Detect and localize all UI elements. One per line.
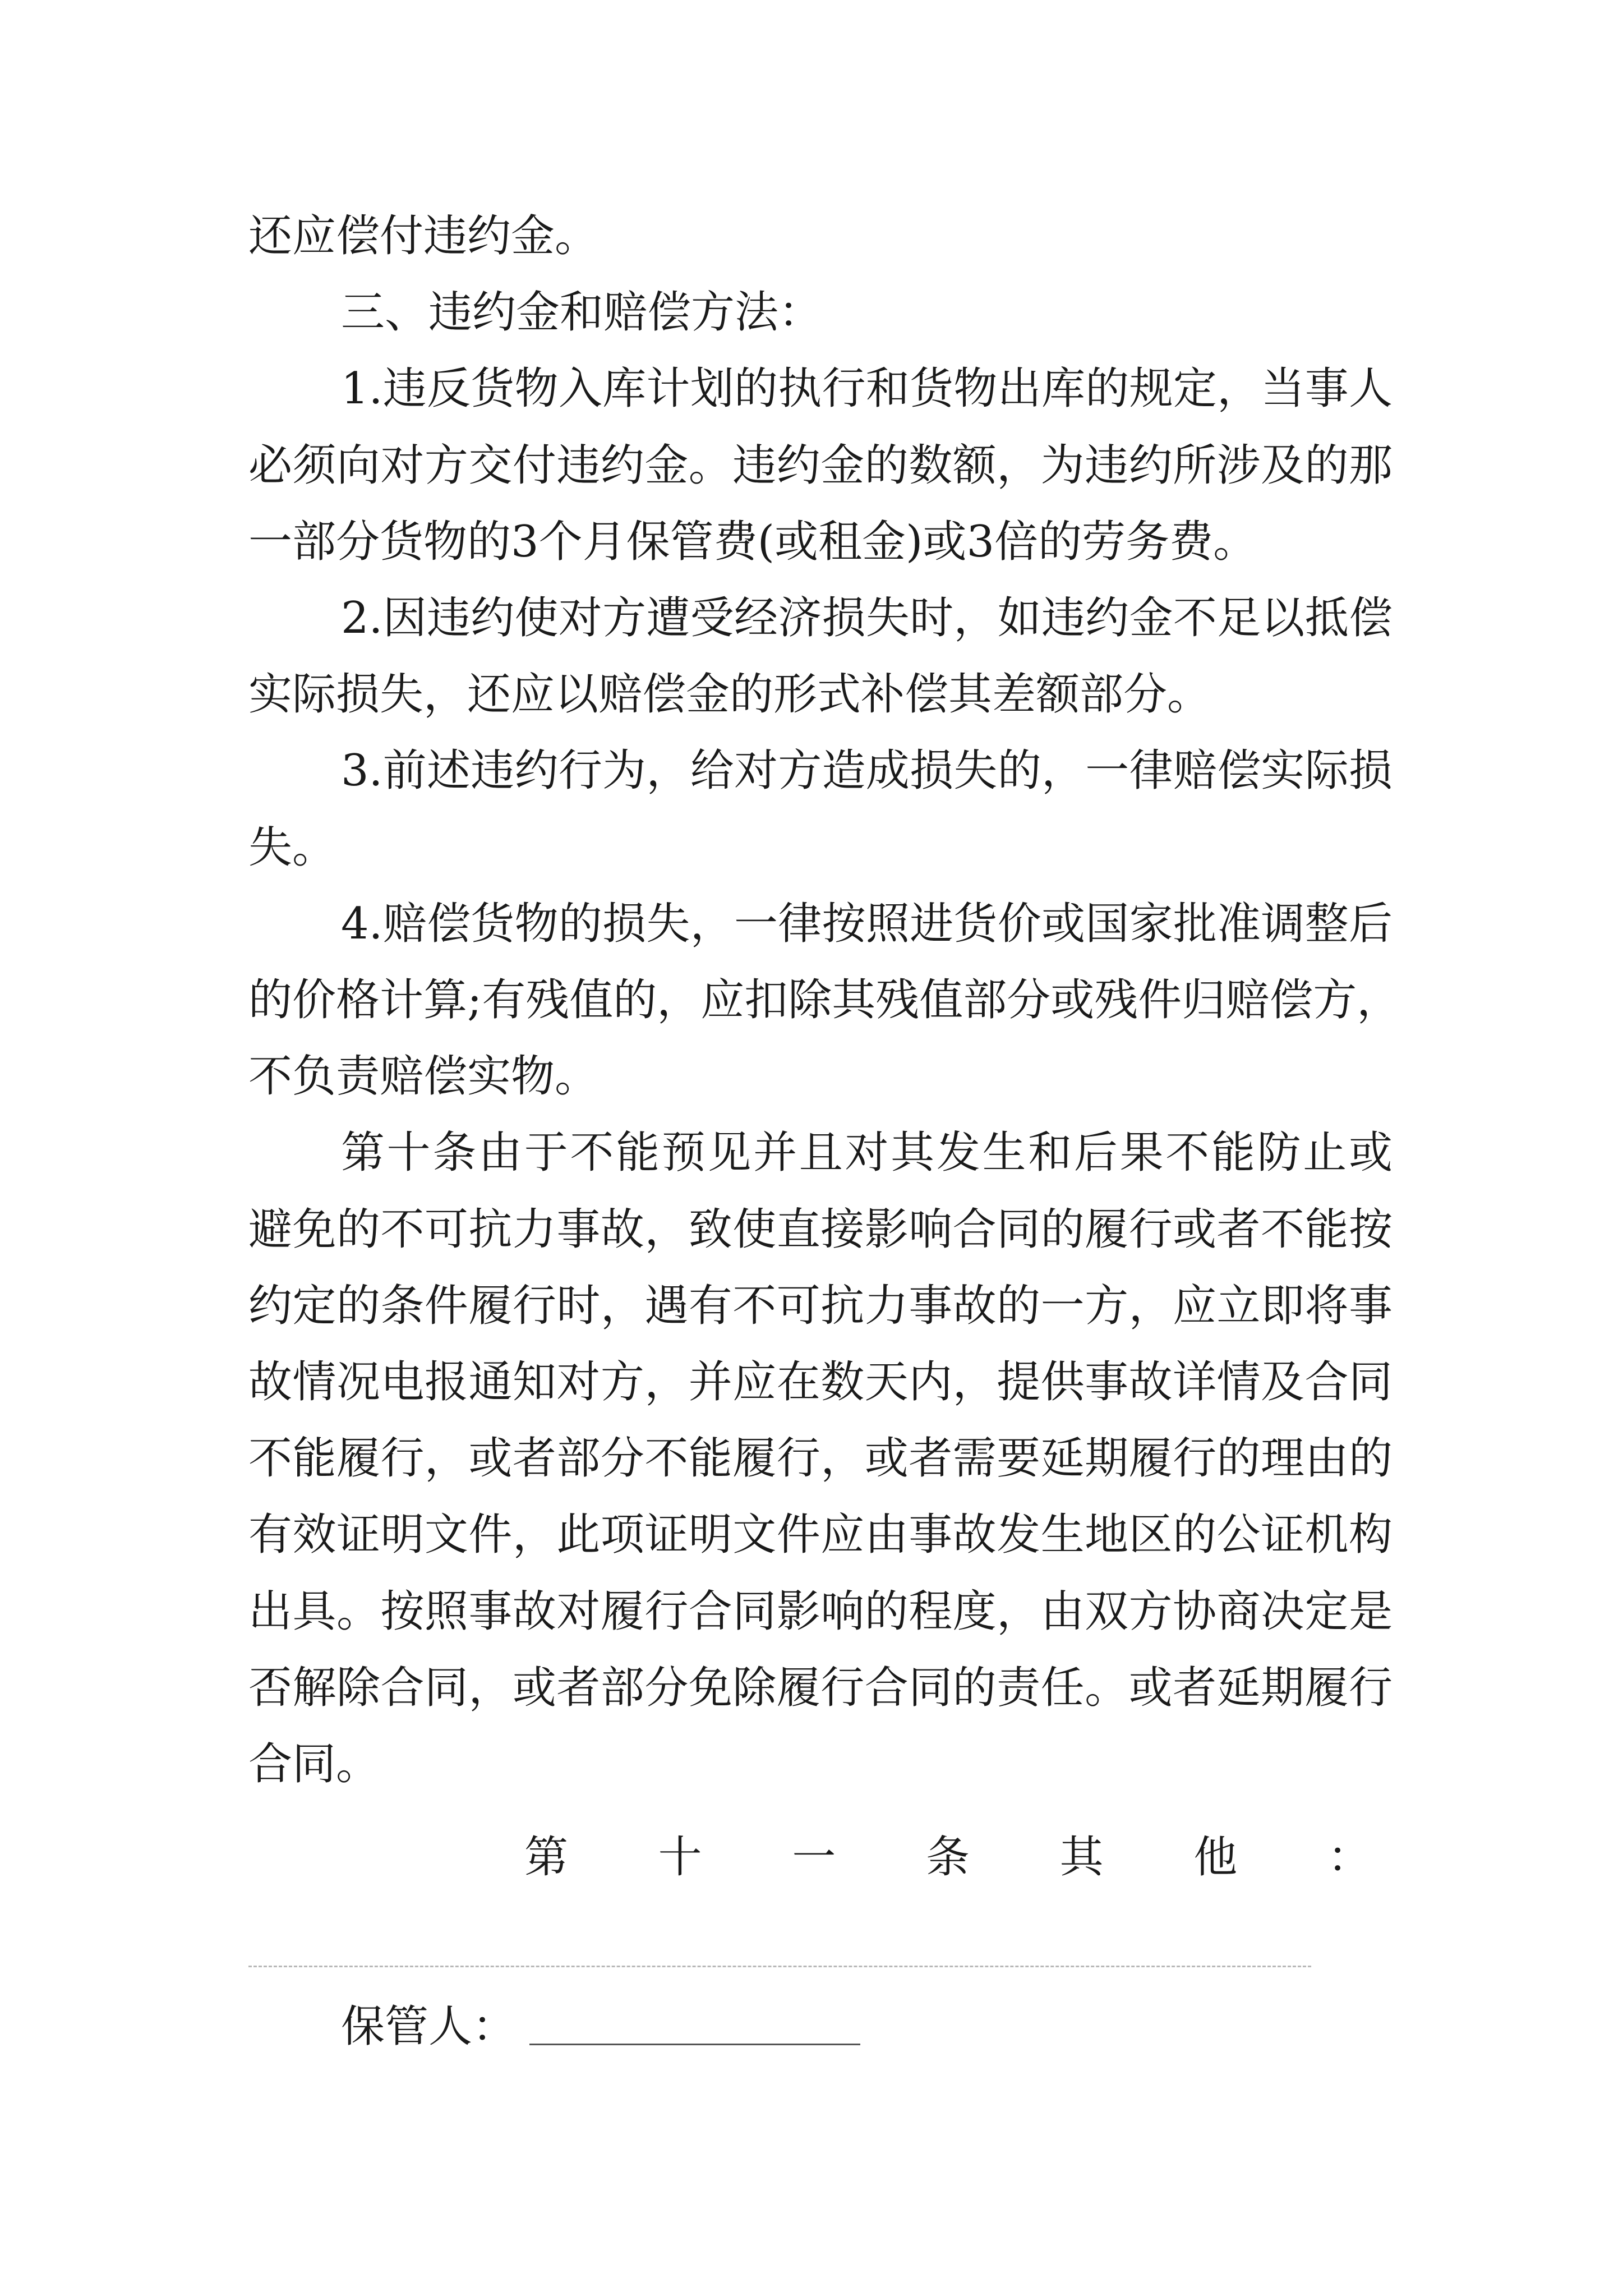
signature-row <box>341 2001 860 2052</box>
divider-line <box>248 1966 1311 1967</box>
custodian-signature-blank <box>529 2043 860 2045</box>
paragraph-line: 出具。按照事故对履行合同影响的程度，由双方协商决定是 <box>248 1586 1393 1637</box>
paragraph-line: 2.因违约使对方遭受经济损失时，如违约金不足以抵偿 <box>341 593 1393 643</box>
paragraph-line: 一部分货物的3个月保管费(或租金)或3倍的劳务费。 <box>248 517 1257 567</box>
article-eleven-char: 第 <box>524 1832 569 1883</box>
article-eleven-char: 其 <box>1059 1832 1104 1883</box>
paragraph-line: 的价格计算;有残值的，应扣除其残值部分或残件归赔偿方， <box>248 975 1401 1025</box>
paragraph-line: 合同。 <box>248 1739 380 1789</box>
article-eleven-char: ： <box>1327 1832 1371 1883</box>
paragraph-line: 必须向对方交付违约金。违约金的数额，为违约所涉及的那 <box>248 440 1393 491</box>
paragraph-line: 避免的不可抗力事故，致使直接影响合同的履行或者不能按 <box>248 1204 1393 1255</box>
paragraph-line: 还应偿付违约金。 <box>248 211 599 261</box>
paragraph-line: 4.赔偿货物的损失，一律按照进货价或国家批准调整后 <box>341 899 1393 949</box>
paragraph-line: 有效证明文件，此项证明文件应由事故发生地区的公证机构 <box>248 1510 1393 1560</box>
custodian-label: 保管人： <box>341 2001 517 2052</box>
article-eleven-char: 他 <box>1193 1832 1238 1883</box>
paragraph-line: 否解除合同，或者部分免除履行合同的责任。或者延期履行 <box>248 1663 1393 1713</box>
article-eleven-char: 一 <box>792 1832 836 1883</box>
paragraph-line: 3.前述违约行为，给对方造成损失的，一律赔偿实际损 <box>341 746 1393 796</box>
paragraph-line: 失。 <box>248 822 336 873</box>
paragraph-line: 实际损失，还应以赔偿金的形式补偿其差额部分。 <box>248 669 1211 720</box>
paragraph-line: 三、违约金和赔偿方法： <box>341 287 823 338</box>
article-eleven-heading <box>524 1832 1371 1883</box>
paragraph-line: 不能履行，或者部分不能履行，或者需要延期履行的理由的 <box>248 1433 1393 1484</box>
paragraph-line: 约定的条件履行时，遇有不可抗力事故的一方，应立即将事 <box>248 1281 1393 1331</box>
paragraph-line: 第十条由于不能预见并且对其发生和后果不能防止或 <box>341 1128 1393 1178</box>
paragraph-line: 不负责赔偿实物。 <box>248 1051 599 1102</box>
article-eleven-char: 条 <box>925 1832 970 1883</box>
article-eleven-char: 十 <box>658 1832 702 1883</box>
paragraph-line: 1.违反货物入库计划的执行和货物出库的规定，当事人 <box>341 364 1393 414</box>
paragraph-line: 故情况电报通知对方，并应在数天内，提供事故详情及合同 <box>248 1357 1393 1407</box>
